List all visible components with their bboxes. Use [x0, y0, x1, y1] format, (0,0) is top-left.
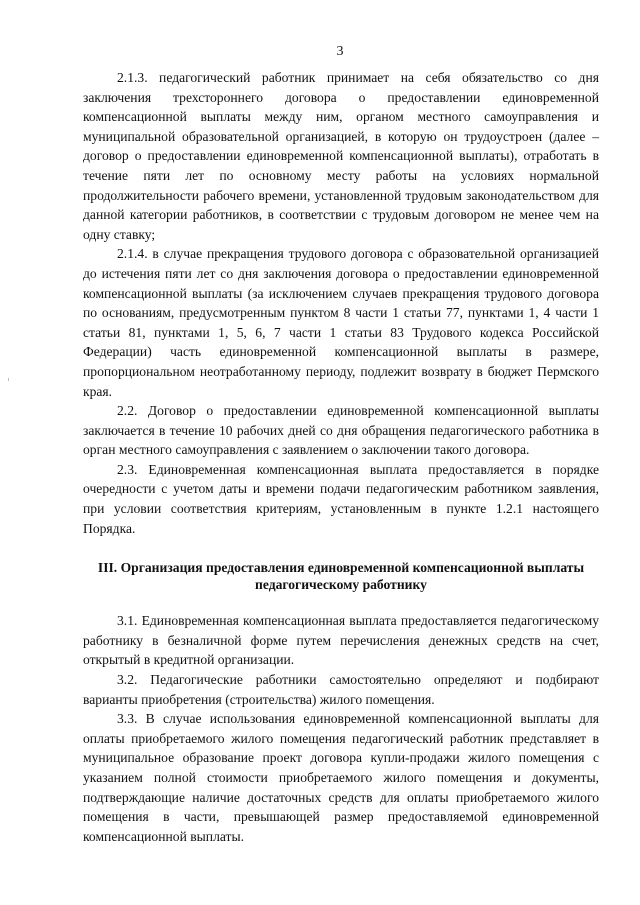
paragraph-2-1-3: 2.1.3. педагогический работник принимает на себя обязательство со дня заключения трехстороннего договора о предоставлении единовременной компенсационной выплаты между ним, органом местного самоуправления и муниципальной образовательной организацией, в которую он трудоустроен (далее – договор о предоставлении единовременной компенсационной выплаты), отработать в течение пяти лет по основному месту работы на условиях нормальной продолжительности рабочего времени, установленной трудовым законодательством для данной категории работников, в соответствии с трудовым договором не менее чем на одну ставку;	[83, 70, 599, 242]
section-heading: III. Организация предоставления единовременной компенсационной выплаты педагогическому работнику	[97, 560, 585, 593]
paragraph-2-3: 2.3. Единовременная компенсационная выплата предоставляется в порядке очередности с учетом даты и времени подачи педагогическим работником заявления, при условии соответствия критериям, установленным в пункте 1.2.1 настоящего Порядка.	[83, 461, 599, 536]
paragraph-2-2: 2.2. Договор о предоставлении единовременной компенсационной выплаты заключается в течение 10 рабочих дней со дня обращения педагогического работника в орган местного самоуправления с заявлением о заключении такого договора.	[83, 403, 599, 458]
page-number: 3	[336, 44, 344, 59]
scan-mark	[8, 378, 9, 381]
paragraph-3-3: 3.3. В случае использования единовременной компенсационной выплаты для оплаты приобретаемого жилого помещения педагогический работник представляет в муниципальное образование проект договора купли-продажи жилого помещения с указанием полной стоимости приобретаемого жилого помещения и документы, подтверждающие наличие достаточных средств для оплаты приобретаемого жилого помещения в части, превышающей размер предоставляемой единовременной компенсационной выплаты.	[83, 711, 599, 844]
paragraph-3-1: 3.1. Единовременная компенсационная выплата предоставляется педагогическому работнику в безналичной форме путем перечисления денежных средств на счет, открытый в кредитной организации.	[83, 613, 599, 668]
paragraph-3-2: 3.2. Педагогические работники самостоятельно определяют и подбирают варианты приобретения (строительства) жилого помещения.	[83, 672, 599, 707]
paragraph-2-1-4: 2.1.4. в случае прекращения трудового договора с образовательной организацией до истечения пяти лет со дня заключения договора о предоставлении единовременной компенсационной выплаты (за исключением случаев прекращения трудового договора по основаниям, предусмотренным пунктом 8 части 1 статьи 77, пунктами 1, 4 части 1 статьи 81, пунктами 1, 5, 6, 7 части 1 статьи 83 Трудового кодекса Российской Федерации) часть единовременной компенсационной выплаты в размере, пропорциональном неотработанному периоду, подлежит возврату в бюджет Пермского края.	[83, 246, 599, 399]
document-body	[83, 68, 599, 846]
